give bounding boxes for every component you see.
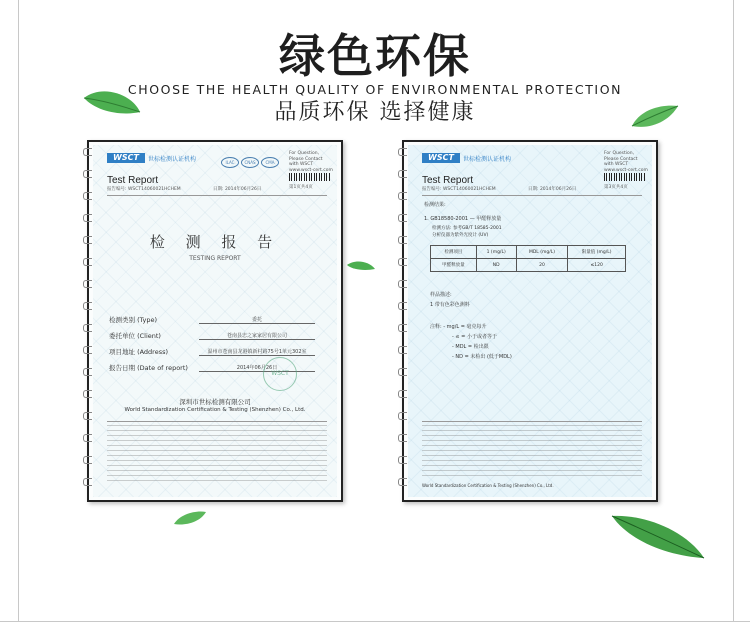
certificate-right — [402, 140, 658, 502]
binding-rings — [398, 148, 408, 494]
report-heading: 检 测 报 告 — [149, 233, 281, 251]
contact-info: For Question, Please Contact with WSCT www.wsct-cert.com — [604, 151, 648, 173]
seal-stamp-icon: WSCT — [263, 357, 297, 391]
report-title: Test Report — [107, 175, 159, 186]
field-client — [109, 331, 327, 341]
field-underline — [199, 355, 315, 356]
report-heading-en: TESTING REPORT — [189, 255, 241, 262]
field-address — [109, 347, 327, 357]
subtitle-chinese: 品质环保 选择健康 — [274, 100, 476, 125]
test-method: 检测方法: 参考GB/T 18585-2001 — [432, 226, 502, 231]
test-equipment: 分析仪器为紫外光度计 (UV) — [432, 233, 489, 238]
report-number: 报告编号: WSCT14060021HCHEM — [107, 187, 181, 192]
divider — [107, 421, 327, 422]
barcode — [604, 173, 646, 181]
field-label: 检测类别 (Type) — [109, 316, 158, 324]
company-name-cn: 深圳市世标检测有限公司 — [179, 398, 251, 406]
note-line: 注释: - mg/L = 毫克每升 — [430, 324, 487, 330]
field-underline — [199, 371, 315, 372]
note-line: - ≤ = 小于或者等于 — [452, 334, 497, 340]
table-cell: ≤120 — [568, 259, 626, 272]
certificate-left — [87, 140, 343, 502]
report-number: 报告编号: WSCT14060021HCHEM — [422, 187, 496, 192]
results-section-label: 检测结果: — [424, 202, 446, 208]
binding-rings — [83, 148, 93, 494]
table-header-cell: 限量值 (mg/L) — [568, 246, 626, 259]
wsct-logo-cn: 世标检测认证机构 — [463, 156, 512, 163]
certificate-paper — [93, 145, 337, 497]
field-underline — [199, 323, 315, 324]
results-table — [430, 245, 626, 272]
contact-info: For Question, Please Contact with WSCT www.wsct-cert.com — [289, 151, 333, 173]
wsct-logo: WSCT — [422, 153, 460, 163]
table-header-cell: 1 (mg/L) — [476, 246, 516, 259]
subtitle-english: CHOOSE THE HEALTH QUALITY OF ENVIRONMENTAL PROTECTION — [127, 82, 623, 97]
sample-description: 1 带有色彩色测料 — [430, 302, 470, 308]
field-value: 2014年06月26日 — [236, 365, 278, 371]
sample-label: 样品描述: — [430, 292, 452, 298]
report-date: 日期: 2014年06月26日 — [213, 187, 262, 192]
leaf-icon — [172, 508, 208, 528]
table-row — [431, 259, 626, 272]
accreditation-badge-icon: ILAC — [221, 157, 239, 168]
wsct-logo: WSCT — [107, 153, 145, 163]
field-label: 项目地址 (Address) — [109, 348, 169, 356]
table-header-row — [431, 246, 626, 259]
page-number: 第3页共4页 — [604, 185, 628, 190]
field-label: 委托单位 (Client) — [109, 332, 161, 340]
field-underline — [199, 339, 315, 340]
legal-fine-print — [422, 425, 642, 477]
table-header-cell: MDL (mg/L) — [516, 246, 568, 259]
page-number: 第1页共4页 — [289, 185, 313, 190]
page-title: 绿色环保 — [279, 29, 471, 83]
field-value: 温州市苍南县龙港镇新村路75号1单元302室 — [207, 349, 307, 355]
barcode — [289, 173, 331, 181]
report-title: Test Report — [422, 175, 474, 186]
company-name-en: World Standardization Certification & Testing (Shenzhen) Co., Ltd. — [422, 483, 554, 488]
divider — [422, 421, 642, 422]
test-item: 1. GB18580-2001 — 甲醛释放量 — [424, 216, 502, 222]
leaf-icon — [630, 104, 680, 130]
field-value: 委托 — [251, 317, 262, 323]
table-cell: 甲醛释放量 — [431, 259, 477, 272]
company-name-en: World Standardization Certification & Testing (Shenzhen) Co., Ltd. — [124, 407, 306, 413]
note-line: - ND = 未检出 (低于MDL) — [452, 354, 512, 360]
legal-fine-print — [107, 425, 327, 483]
field-type — [109, 315, 327, 325]
table-cell: 20 — [516, 259, 568, 272]
leaf-icon — [610, 512, 706, 562]
divider — [107, 195, 327, 196]
accreditation-badge-icon: CNAS — [241, 157, 259, 168]
table-cell: ND — [476, 259, 516, 272]
report-date: 日期: 2014年06月26日 — [528, 187, 577, 192]
wsct-logo-cn: 世标检测认证机构 — [148, 156, 197, 163]
divider — [422, 195, 642, 196]
note-line: - MDL = 检出限 — [452, 344, 489, 350]
accreditation-badge-icon: CMA — [261, 157, 279, 168]
frame-line-bottom — [0, 621, 750, 622]
leaf-icon — [345, 259, 377, 273]
table-header-cell: 检测项目 — [431, 246, 477, 259]
field-value: 苍南县忠之家家居有限公司 — [226, 333, 287, 339]
certificate-paper — [408, 145, 652, 497]
leaf-icon — [82, 86, 142, 120]
field-label: 报告日期 (Date of report) — [109, 364, 188, 372]
